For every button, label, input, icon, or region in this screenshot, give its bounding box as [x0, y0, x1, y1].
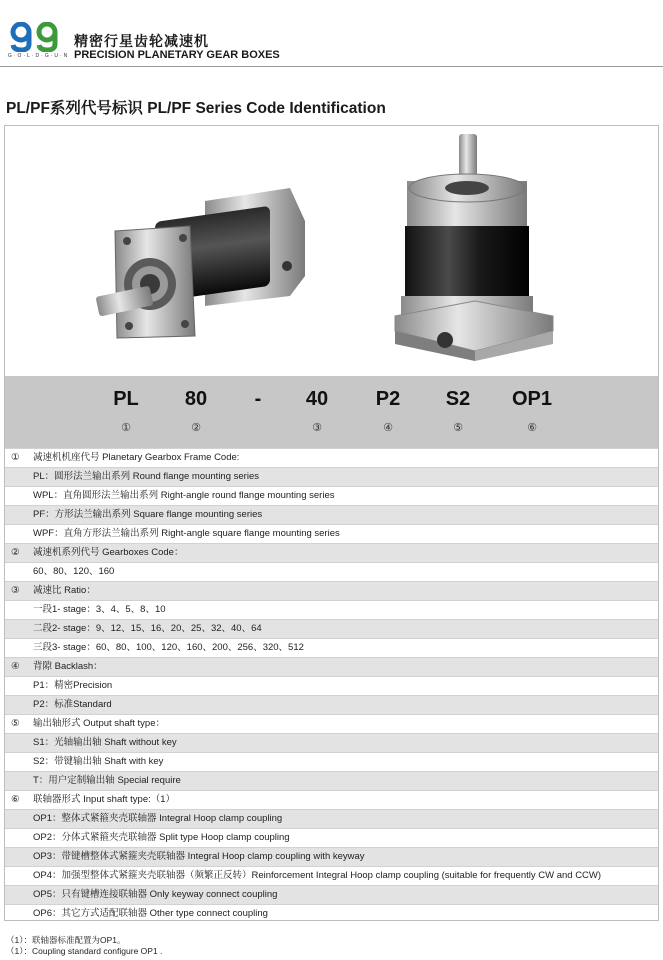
code-index: ③ — [312, 422, 322, 434]
goldgun-logo — [8, 22, 70, 62]
right-gearbox-image — [395, 134, 553, 361]
table-row — [5, 847, 658, 866]
row-text: PF：方形法兰输出系列 Square flange mounting series — [33, 509, 263, 520]
page-title: PL/PF系列代号标识 PL/PF Series Code Identification — [6, 100, 386, 117]
code-segment — [502, 388, 562, 434]
row-text: OP2：分体式紧箍夹壳联轴器 Split type Hoop clamp coupling — [33, 832, 290, 843]
row-index: ④ — [11, 661, 20, 672]
row-text: P1：精密Precision — [33, 680, 113, 691]
table-row — [5, 904, 658, 923]
row-text: 联轴器形式 Input shaft type:（1） — [33, 794, 176, 805]
code-value: P2 — [375, 388, 401, 410]
row-text: S1：光轴输出轴 Shaft without key — [33, 737, 177, 748]
table-row — [5, 828, 658, 847]
left-gearbox-image — [96, 188, 305, 338]
table-row — [5, 676, 658, 695]
row-index: ⑤ — [11, 718, 20, 729]
code-index: ⑥ — [527, 422, 537, 434]
row-text: 减速机系列代号 Gearboxes Code： — [33, 547, 184, 558]
row-text: S2：带键输出轴 Shaft with key — [33, 756, 164, 767]
table-row — [5, 505, 658, 524]
section-row-frame-code — [5, 448, 658, 467]
code-index: ④ — [383, 422, 393, 434]
row-text: WPL：直角圆形法兰输出系列 Right-angle round flange mounting series — [33, 490, 335, 501]
row-text: 减速机机座代号 Planetary Gearbox Frame Code: — [33, 452, 240, 463]
code-index: ② — [191, 422, 201, 434]
code-value: - — [254, 388, 262, 410]
code-identification-panel — [4, 125, 659, 921]
code-segment — [96, 388, 156, 434]
code-segment — [166, 388, 226, 434]
code-segment — [428, 388, 488, 434]
section-row-ratio — [5, 581, 658, 600]
code-index: ① — [121, 422, 131, 434]
row-index: ② — [11, 547, 20, 558]
row-index: ① — [11, 452, 20, 463]
table-row — [5, 885, 658, 904]
code-value: S2 — [445, 388, 471, 410]
table-row — [5, 562, 658, 581]
section-row-output-shaft — [5, 714, 658, 733]
row-text: 60、80、120、160 — [33, 566, 115, 577]
code-value: OP1 — [511, 388, 553, 410]
model-code-band — [5, 376, 658, 448]
section-row-gearbox-code — [5, 543, 658, 562]
code-segment — [287, 388, 347, 434]
row-text: 减速比 Ratio： — [33, 585, 96, 596]
code-separator — [228, 388, 288, 421]
gearbox-illustration — [5, 126, 658, 376]
row-index: ③ — [11, 585, 20, 596]
section-row-input-shaft — [5, 790, 658, 809]
footnote-cn: （1）：联轴器标准配置为OP1。 — [6, 935, 126, 945]
table-row — [5, 695, 658, 714]
row-text: 三段3- stage：60、80、100、120、160、200、256、320、512 — [33, 642, 304, 653]
row-text: OP4：加强型整体式紧箍夹壳联轴器（频繁正反转）Reinforcement Integral Hoop clamp coupling (suitable for frequently CW and CCW) — [33, 870, 602, 881]
code-definition-table — [5, 448, 658, 923]
row-text: 输出轴形式 Output shaft type： — [33, 718, 165, 729]
table-row — [5, 467, 658, 486]
code-index: ⑤ — [453, 422, 463, 434]
table-row — [5, 733, 658, 752]
row-text: 二段2- stage：9、12、15、16、20、25、32、40、64 — [33, 623, 262, 634]
row-index: ⑥ — [11, 794, 20, 805]
table-row — [5, 752, 658, 771]
brand-title-cn: 精密行星齿轮减速机 — [74, 33, 209, 49]
code-segment — [358, 388, 418, 434]
table-row — [5, 771, 658, 790]
row-text: PL：圆形法兰输出系列 Round flange mounting series — [33, 471, 259, 482]
row-text: 背隙 Backlash： — [33, 661, 103, 672]
table-row — [5, 600, 658, 619]
logo-g-left-icon — [8, 22, 34, 52]
logo-g-right-icon — [34, 22, 60, 52]
row-text: WPF：直角方形法兰输出系列 Right-angle square flange mounting series — [33, 528, 340, 539]
footnote-en: （1）：Coupling standard configure OP1 . — [6, 946, 163, 956]
code-value: 40 — [305, 388, 329, 410]
code-value: PL — [113, 388, 139, 410]
table-row — [5, 638, 658, 657]
table-row — [5, 809, 658, 828]
logo-tagline: G·O·L·D·G·U·N — [8, 53, 70, 59]
row-text: T：用户定制输出轴 Special require — [33, 775, 181, 786]
row-text: OP6：其它方式适配联轴器 Other type connect coupling — [33, 908, 268, 919]
table-row — [5, 486, 658, 505]
row-text: OP3：带键槽整体式紧箍夹壳联轴器 Integral Hoop clamp coupling with keyway — [33, 851, 365, 862]
header-divider — [0, 66, 663, 67]
row-text: 一段1- stage：3、4、5、8、10 — [33, 604, 166, 615]
table-row — [5, 866, 658, 885]
row-text: P2：标准Standard — [33, 699, 112, 710]
row-text: OP1：整体式紧箍夹壳联轴器 Integral Hoop clamp coupling — [33, 813, 283, 824]
brand-title-en: PRECISION PLANETARY GEAR BOXES — [74, 49, 280, 61]
table-row — [5, 619, 658, 638]
code-value: 80 — [184, 388, 208, 410]
section-row-backlash — [5, 657, 658, 676]
product-photo — [5, 126, 658, 376]
row-text: OP5：只有键槽连接联轴器 Only keyway connect coupling — [33, 889, 278, 900]
page-header — [0, 0, 663, 68]
table-row — [5, 524, 658, 543]
